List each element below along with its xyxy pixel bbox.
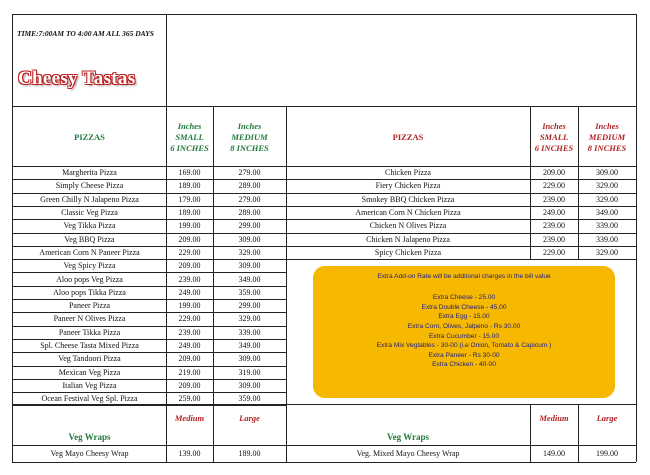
grid-line <box>12 246 286 247</box>
grid-line <box>12 339 286 340</box>
pizza-price-medium: 339.00 <box>238 327 261 337</box>
brand-logo: Cheesy Tastas <box>18 68 136 89</box>
addon-note-line: Extra Egg - 15.00 <box>438 313 490 320</box>
left-small-heading-line1: Inches <box>177 120 202 131</box>
addon-note-line: Extra Mix Vegtables - 30-00 (i.e Onion, Tomato & Capicum ) <box>376 342 552 349</box>
pizza-price-small: 189.00 <box>178 208 201 218</box>
grid-line <box>286 219 636 220</box>
right-wrap-item-large: 199.00 <box>596 449 618 458</box>
left-medium-heading-line1: Inches <box>237 120 262 131</box>
right-small-heading-line1: Inches <box>542 120 566 131</box>
pizza-name: American Corn N Chicken Pizza <box>355 208 461 218</box>
right-wraps-heading: Veg Wraps <box>386 432 430 442</box>
pizza-name: Spl. Cheese Tasta Mixed Pizza <box>40 341 139 351</box>
pizza-name: Aloo pops Veg Pizza <box>56 274 123 284</box>
pizza-price-small: 239.00 <box>178 274 201 284</box>
pizza-price-medium: 289.00 <box>238 208 261 218</box>
pizza-price-small: 169.00 <box>178 168 201 178</box>
pizza-price-medium: 289.00 <box>238 181 261 191</box>
grid-line <box>12 366 286 367</box>
pizza-name: Smokey BBQ Chicken Pizza <box>361 194 455 204</box>
addon-note-line: Extra Chicken - 40-00 <box>432 361 496 368</box>
grid-line <box>12 404 636 405</box>
grid-line <box>166 14 167 106</box>
right-medium-heading-line3: 8 INCHES <box>587 142 627 153</box>
pizza-name: Chicken N Olives Pizza <box>369 221 447 231</box>
left-small-heading <box>166 108 213 166</box>
left-wrap-item-name: Veg Mayo Cheesy Wrap <box>50 449 129 458</box>
pizza-name: Italian Veg Pizza <box>62 380 117 390</box>
grid-line <box>12 193 286 194</box>
grid-line <box>286 259 636 260</box>
left-pizzas-heading: PIZZAS <box>74 131 105 142</box>
pizza-price-medium: 359.00 <box>238 287 261 297</box>
grid-line <box>12 272 286 273</box>
pizza-price-small: 239.00 <box>178 327 201 337</box>
grid-line <box>12 166 636 167</box>
pizza-name: Mexican Veg Pizza <box>58 367 121 377</box>
grid-line <box>12 286 286 287</box>
addon-note-line: Extra Cheese - 25.00 <box>432 294 496 301</box>
right-small-heading <box>530 108 578 166</box>
grid-line <box>12 445 636 446</box>
pizza-price-small: 239.00 <box>543 194 565 204</box>
addon-note-line: Extra Cucumber - 15.00 <box>429 333 499 340</box>
pizza-price-medium: 279.00 <box>238 168 261 178</box>
left-medium-heading-line2: MEDIUM <box>231 131 268 142</box>
pizza-price-small: 189.00 <box>178 181 201 191</box>
pizza-price-small: 239.00 <box>543 234 565 244</box>
pizza-price-small: 249.00 <box>178 287 201 297</box>
pizza-price-small: 249.00 <box>543 208 565 218</box>
pizza-price-small: 209.00 <box>178 234 201 244</box>
grid-line <box>12 106 636 107</box>
grid-line <box>12 259 286 260</box>
pizza-name: Veg Tikka Pizza <box>63 221 116 231</box>
pizza-price-medium: 329.00 <box>596 247 618 257</box>
pizza-price-small: 219.00 <box>178 367 201 377</box>
pizza-price-medium: 309.00 <box>238 354 261 364</box>
hours-text: TIME:7:00AM TO 4:00 AM ALL 365 DAYS <box>17 28 154 38</box>
pizza-name: Spicy Chicken Pizza <box>374 247 442 257</box>
pizza-name: Paneer N Olives Pizza <box>53 314 126 324</box>
pizza-name: Veg BBQ Pizza <box>64 234 115 244</box>
pizza-price-medium: 299.00 <box>238 301 261 311</box>
grid-line <box>12 312 286 313</box>
pizza-name: Paneer Pizza <box>68 301 111 311</box>
grid-line <box>286 206 636 207</box>
pizza-price-small: 229.00 <box>543 181 565 191</box>
pizza-name: Veg Spicy Pizza <box>63 261 116 271</box>
pizza-price-medium: 309.00 <box>238 261 261 271</box>
pizza-price-small: 249.00 <box>178 341 201 351</box>
pizza-name: American Corn N Paneer Pizza <box>39 247 140 257</box>
pizza-price-medium: 329.00 <box>596 194 618 204</box>
grid-line <box>286 246 636 247</box>
grid-line <box>286 179 636 180</box>
pizza-price-medium: 329.00 <box>238 247 261 257</box>
pizza-name: Margherita Pizza <box>62 168 117 178</box>
pizza-price-small: 199.00 <box>178 301 201 311</box>
grid-line <box>530 404 531 462</box>
left-wrap-item-medium: 139.00 <box>178 449 201 458</box>
left-wraps-large-heading: Large <box>239 413 260 423</box>
grid-line <box>286 233 636 234</box>
pizza-price-medium: 329.00 <box>238 314 261 324</box>
grid-line <box>12 405 286 406</box>
pizza-price-medium: 319.00 <box>238 367 261 377</box>
grid-line <box>12 219 286 220</box>
pizza-name: Ocean Festival Veg Spl. Pizza <box>41 394 138 404</box>
left-medium-heading-line3: 8 INCHES <box>230 142 269 153</box>
grid-line <box>12 14 13 462</box>
left-wrap-item-large: 189.00 <box>238 449 261 458</box>
addon-note-line: Extra Double Cheese - 45.00 <box>421 304 507 311</box>
pizza-price-medium: 349.00 <box>596 208 618 218</box>
right-medium-heading <box>578 108 636 166</box>
pizza-name: Chicken N Jalapeno Pizza <box>366 234 450 244</box>
addon-note-line: Extra Corn, Olives, Jalpeno - Rs 30.00 <box>407 323 521 330</box>
pizza-price-small: 199.00 <box>178 221 201 231</box>
grid-line <box>286 193 636 194</box>
pizza-price-medium: 359.00 <box>238 394 261 404</box>
pizza-price-medium: 349.00 <box>238 341 261 351</box>
right-medium-heading-line1: Inches <box>595 120 619 131</box>
pizza-price-medium: 349.00 <box>238 274 261 284</box>
pizza-price-small: 259.00 <box>178 394 201 404</box>
grid-line <box>12 326 286 327</box>
grid-line <box>12 14 636 15</box>
grid-line <box>286 106 287 462</box>
addon-note-line: Extra Paneer - Rs 30-00 <box>428 352 500 359</box>
right-wrap-item-name: Veg. Mixed Mayo Cheesy Wrap <box>356 449 460 458</box>
right-pizzas-heading: PIZZAS <box>392 131 424 142</box>
grid-line <box>12 233 286 234</box>
pizza-name: Green Chilly N Jalapeno Pizza <box>40 194 139 204</box>
grid-line <box>12 462 636 463</box>
pizza-price-medium: 329.00 <box>596 181 618 191</box>
right-medium-heading-line2: MEDIUM <box>588 131 626 142</box>
pizza-price-medium: 299.00 <box>238 221 261 231</box>
pizza-price-medium: 309.00 <box>596 168 618 178</box>
pizza-name: Classic Veg Pizza <box>61 208 118 218</box>
grid-line <box>12 392 286 393</box>
pizza-name: Simply Cheese Pizza <box>55 181 124 191</box>
pizza-price-small: 209.00 <box>543 168 565 178</box>
grid-line <box>12 379 286 380</box>
pizza-price-small: 209.00 <box>178 354 201 364</box>
pizza-price-medium: 279.00 <box>238 194 261 204</box>
pizza-name: Paneer Tikka Pizza <box>58 327 121 337</box>
pizza-price-medium: 309.00 <box>238 380 261 390</box>
grid-line <box>578 106 579 259</box>
pizza-name: Aloo pops Tikka Pizza <box>53 287 126 297</box>
left-medium-heading <box>213 108 286 166</box>
pizza-price-medium: 339.00 <box>596 221 618 231</box>
pizza-price-small: 179.00 <box>178 194 201 204</box>
left-small-heading-line2: SMALL <box>175 131 204 142</box>
pizza-name: Veg Tandoori Pizza <box>58 354 121 364</box>
pizza-price-small: 229.00 <box>178 314 201 324</box>
pizza-price-small: 209.00 <box>178 380 201 390</box>
right-small-heading-line2: SMALL <box>539 131 569 142</box>
left-wraps-heading: Veg Wraps <box>68 432 111 442</box>
left-wraps-medium-heading: Medium <box>174 413 205 423</box>
pizza-price-small: 229.00 <box>543 247 565 257</box>
pizza-name: Chicken Pizza <box>385 168 431 178</box>
grid-line <box>578 404 579 462</box>
pizza-name: Fiery Chicken Pizza <box>375 181 441 191</box>
right-wrap-item-medium: 149.00 <box>543 449 565 458</box>
right-small-heading-line3: 6 INCHES <box>534 142 574 153</box>
addon-note <box>313 266 615 398</box>
addon-note-line: Extra Add-on Rate will be additonal charges in the bill value <box>377 273 551 280</box>
grid-line <box>636 14 637 462</box>
pizza-price-medium: 309.00 <box>238 234 261 244</box>
right-wraps-medium-heading: Medium <box>539 413 569 423</box>
grid-line <box>12 179 286 180</box>
pizza-price-small: 209.00 <box>178 261 201 271</box>
grid-line <box>530 106 531 259</box>
pizza-price-small: 239.00 <box>543 221 565 231</box>
right-wraps-large-heading: Large <box>596 413 618 423</box>
pizza-price-medium: 339.00 <box>596 234 618 244</box>
left-small-heading-line3: 6 INCHES <box>170 142 209 153</box>
grid-line <box>12 206 286 207</box>
grid-line <box>12 352 286 353</box>
grid-line <box>12 299 286 300</box>
grid-line <box>213 106 214 462</box>
pizza-price-small: 229.00 <box>178 247 201 257</box>
grid-line <box>166 106 167 462</box>
